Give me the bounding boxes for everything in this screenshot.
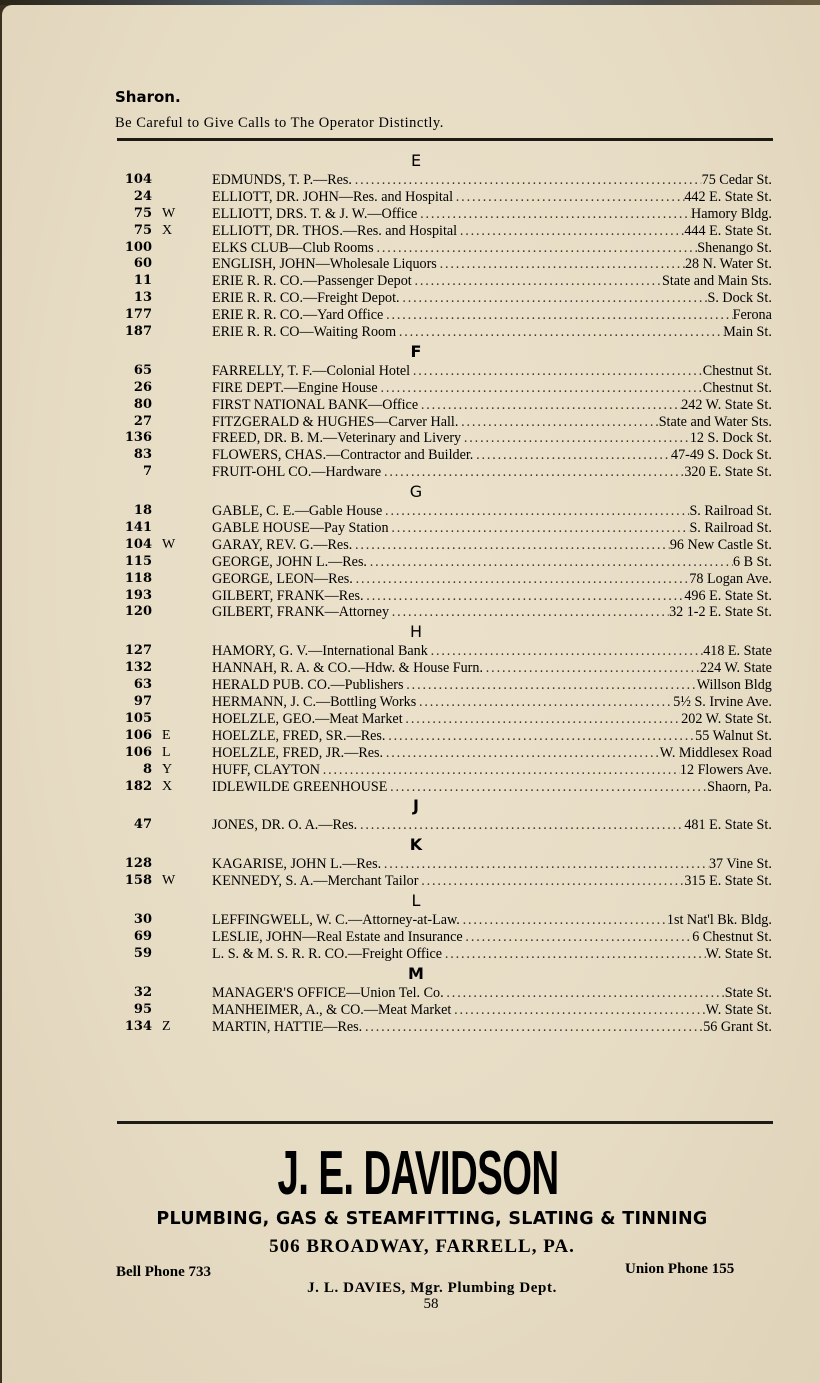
entry-text [212,189,772,206]
section-letter-f: F [410,341,422,361]
leader-dots [417,206,691,223]
subscriber-address: State St. [724,984,772,1001]
phone-number: 11 [133,273,152,289]
phone-number: 104 [124,536,152,552]
subscriber-address: 96 New Castle St. [669,536,772,553]
subscriber-address: W. Middlesex Road [659,744,772,761]
leader-dots [437,256,685,273]
subscriber-name: GILBERT, FRANK—Attorney [212,604,390,621]
directory-entry [0,307,820,324]
subscriber-name: ELLIOTT, DR. THOS.—Res. and Hospital [212,222,458,239]
leader-dots [352,537,670,554]
entry-text [212,206,772,223]
leader-dots [412,273,662,290]
subscriber-name: FLOWERS, CHAS.—Contractor and Builder. [212,447,474,464]
subscriber-address: 78 Logan Ave. [689,570,772,587]
subscriber-address: W. State St. [705,945,772,962]
subscriber-name: GEORGE, LEON—Res. [212,570,353,587]
entry-text [212,464,772,481]
leader-dots [483,660,700,677]
subscriber-name: ERIE R. R. CO.—Freight Depot. [212,290,400,307]
subscriber-address: 444 E. State St. [684,222,772,239]
leader-dots [458,414,658,431]
phone-number: 177 [124,307,152,323]
header-rule [117,138,773,141]
phone-number: 106 [124,744,152,760]
phone-number: 100 [124,239,152,255]
directory-entry [0,1019,820,1036]
subscriber-name: GABLE, C. E.—Gable House [212,503,383,520]
leader-dots [410,363,703,380]
party-line-suffix: L [162,744,171,760]
subscriber-address: 1st Nat'l Bk. Bldg. [666,912,772,929]
subscriber-address: S. Railroad St. [689,503,772,520]
directory-entry [0,554,820,571]
leader-dots [381,856,709,873]
leader-dots [400,290,708,307]
party-line-suffix: W [162,873,176,889]
section-letter-j: J [413,796,419,816]
subscriber-address: 6 B St. [733,553,772,570]
subscriber-address: S. Dock St. [707,290,772,307]
directory-entry [0,677,820,694]
directory-entry [0,929,820,946]
entry-text [212,643,772,660]
ad-services: PLUMBING, GAS & STEAMFITTING, SLATING & TINNING [156,1209,708,1229]
directory-entry [0,537,820,554]
subscriber-name: ELKS CLUB—Club Rooms [212,239,374,256]
directory-entry [0,520,820,537]
phone-number: 83 [133,447,152,463]
subscriber-name: HOELZLE, FRED, SR.—Res. [212,727,386,744]
directory-entry [0,762,820,779]
subscriber-name: GARAY, REV. G.—Res. [212,536,353,553]
directory-entry [0,464,820,481]
entry-text [212,856,772,873]
subscriber-name: HAMORY, G. V.—International Bank [212,643,428,660]
subscriber-name: GABLE HOUSE—Pay Station [212,520,389,537]
subscriber-name: ERIE R. R. CO—Waiting Room [212,324,397,341]
entry-text [212,447,772,464]
directory-entry [0,711,820,728]
directory-entry [0,946,820,963]
directory-entry [0,240,820,257]
directory-entry [0,873,820,890]
leader-dots [389,604,669,621]
subscriber-name: FARRELLY, T. F.—Colonial Hotel [212,362,411,379]
section-letter-g: G [409,482,423,502]
leader-dots [385,728,695,745]
entry-text [212,256,772,273]
section-letter-e: E [410,151,422,170]
leader-dots [362,1019,703,1036]
directory-entry [0,604,820,621]
subscriber-address: 37 Vine St. [708,856,772,873]
entry-text [212,817,772,834]
subscriber-address: Shenango St. [697,239,772,256]
subscriber-address: Chestnut St. [702,379,772,396]
leader-dots [320,762,680,779]
town-heading: Sharon. [115,88,181,106]
subscriber-address: Ferona [732,307,772,324]
leader-dots [428,643,703,660]
entry-text [212,290,772,307]
section-letter-k: K [409,835,423,855]
leader-dots [367,554,733,571]
phone-number: 115 [124,553,152,569]
phone-number: 105 [124,710,152,726]
leader-dots [382,503,689,520]
subscriber-name: HANNAH, R. A. & CO.—Hdw. & House Furn. [212,660,483,677]
subscriber-address: State and Water Sts. [658,413,772,430]
subscriber-address: Hamory Bldg. [691,205,772,222]
ad-manager: J. L. DAVIES, Mgr. Plumbing Dept. [307,1280,557,1296]
leader-dots [461,430,690,447]
entry-text [212,604,772,621]
ad-rule [117,1121,773,1124]
phone-number: 32 [133,984,152,1000]
entry-text [212,912,772,929]
entry-text [212,571,772,588]
directory-entry [0,430,820,447]
directory-entry [0,290,820,307]
entry-text [212,779,772,796]
leader-dots [381,464,684,481]
operator-notice: Be Careful to Give Calls to The Operator Distinctly. [115,115,444,131]
subscriber-address: 315 E. State St. [684,873,772,890]
leader-dots [403,677,696,694]
subscriber-address: 55 Walnut St. [695,727,772,744]
ad-bell-phone: Bell Phone 733 [116,1264,212,1280]
entry-text [212,363,772,380]
party-line-suffix: W [162,205,176,221]
entry-text [212,946,772,963]
leader-dots [444,985,725,1002]
party-line-suffix: X [162,778,173,794]
entry-text [212,929,772,946]
entry-text [212,414,772,431]
subscriber-name: GILBERT, FRANK—Res. [212,587,364,604]
leader-dots [387,779,707,796]
subscriber-address: 56 Grant St. [703,1018,772,1035]
subscriber-address: 442 E. State St. [684,188,772,205]
leader-dots [383,307,732,324]
phone-number: 120 [124,604,152,620]
phone-number: 69 [133,928,152,944]
phone-number: 63 [133,677,152,693]
section-letter-m: M [408,963,424,983]
party-line-suffix: Z [162,1018,171,1034]
leader-dots [352,172,702,189]
leader-dots [418,397,681,414]
subscriber-name: GEORGE, JOHN L.—Res. [212,553,367,570]
subscriber-address: Willson Bldg [696,677,772,694]
directory-entry [0,223,820,240]
subscriber-name: HOELZLE, FRED, JR.—Res. [212,744,384,761]
entry-text [212,728,772,745]
subscriber-name: ERIE R. R. CO.—Passenger Depot [212,273,412,290]
directory-entry [0,856,820,873]
subscriber-address: 496 E. State St. [684,587,772,604]
entry-text [212,223,772,240]
phone-number: 24 [133,188,152,204]
entry-text [212,711,772,728]
subscriber-name: FIRE DEPT.—Engine House [212,379,378,396]
entry-text [212,660,772,677]
phone-number: 27 [133,413,152,429]
phone-number: 75 [133,205,152,221]
subscriber-address: 320 E. State St. [684,464,772,481]
leader-dots [403,711,682,728]
entry-text [212,745,772,762]
phone-number: 8 [142,761,152,777]
subscriber-name: EDMUNDS, T. P.—Res. [212,172,352,188]
phone-number: 97 [133,694,152,710]
directory-entry [0,324,820,341]
directory-entry [0,728,820,745]
subscriber-address: 242 W. State St. [681,396,772,413]
entry-text [212,520,772,537]
directory-entry [0,397,820,414]
leader-dots [353,571,690,588]
party-line-suffix: E [162,727,171,743]
entry-text [212,324,772,341]
subscriber-name: ERIE R. R. CO.—Yard Office [212,307,384,324]
entry-text [212,1019,772,1036]
subscriber-name: IDLEWILDE GREENHOUSE [212,778,388,795]
subscriber-address: 202 W. State St. [681,710,772,727]
entry-text [212,588,772,605]
party-line-suffix: X [162,222,173,238]
phone-number: 104 [124,172,152,187]
directory-entry [0,588,820,605]
subscriber-name: MANAGER'S OFFICE—Union Tel. Co. [212,984,444,1001]
leader-dots [364,588,685,605]
subscriber-name: HERALD PUB. CO.—Publishers [212,677,404,694]
subscriber-name: ENGLISH, JOHN—Wholesale Liquors [212,256,437,273]
subscriber-address: 75 Cedar St. [701,172,772,188]
entry-text [212,307,772,324]
entry-text [212,240,772,257]
entry-text [212,1002,772,1019]
subscriber-address: 47-49 S. Dock St. [671,447,772,464]
subscriber-name: LESLIE, JOHN—Real Estate and Insurance [212,928,463,945]
phone-number: 127 [124,643,152,659]
leader-dots [457,223,684,240]
phone-number: 95 [133,1001,152,1017]
subscriber-name: LEFFINGWELL, W. C.—Attorney-at-Law. [212,912,460,929]
phone-number: 75 [133,222,152,238]
party-line-suffix: W [162,536,176,552]
party-line-suffix: Y [162,761,173,777]
subscriber-name: MARTIN, HATTIE—Res. [212,1018,363,1035]
directory-listing [0,150,820,1035]
phone-number: 193 [124,587,152,603]
directory-entry [0,643,820,660]
phone-number: 80 [133,396,152,412]
phone-number: 26 [133,379,152,395]
entry-text [212,762,772,779]
subscriber-address: 12 S. Dock St. [689,430,772,447]
directory-entry [0,985,820,1002]
ad-address: 506 BROADWAY, FARRELL, PA. [269,1236,575,1257]
subscriber-name: KAGARISE, JOHN L.—Res. [212,856,382,873]
phone-number: 65 [133,362,152,378]
directory-entry [0,503,820,520]
entry-text [212,503,772,520]
directory-entry [0,206,820,223]
leader-dots [451,1002,705,1019]
entry-text [212,273,772,290]
phone-number: 118 [124,570,152,586]
directory-entry [0,912,820,929]
leader-dots [442,946,706,963]
leader-dots [453,189,684,206]
subscriber-address: 418 E. State [703,643,772,660]
leader-dots [463,929,693,946]
subscriber-address: 32 1-2 E. State St. [669,604,772,621]
phone-number: 18 [133,503,152,519]
entry-text [212,380,772,397]
directory-entry [0,571,820,588]
subscriber-name: FITZGERALD & HUGHES—Carver Hall. [212,413,459,430]
subscriber-address: 5½ S. Irvine Ave. [673,694,772,711]
subscriber-address: 481 E. State St. [684,817,772,834]
subscriber-name: HOELZLE, GEO.—Meat Market [212,710,403,727]
phone-number: 30 [133,912,152,928]
phone-number: 7 [142,464,152,480]
phone-number: 134 [124,1018,152,1034]
subscriber-address: 224 W. State [700,660,772,677]
leader-dots [460,912,667,929]
entry-text [212,873,772,890]
phone-number: 187 [124,324,152,340]
directory-entry [0,256,820,273]
phone-number: 136 [124,430,152,446]
phone-number: 128 [124,856,152,872]
phone-number: 47 [133,817,152,833]
ad-business-name: J. E. DAVIDSON [277,1139,559,1208]
entry-text [212,172,772,189]
entry-text [212,554,772,571]
subscriber-name: HERMANN, J. C.—Bottling Works [212,694,417,711]
directory-entry [0,1002,820,1019]
directory-entry [0,273,820,290]
subscriber-name: HUFF, CLAYTON [212,761,320,778]
subscriber-address: 28 N. Water St. [684,256,772,273]
subscriber-address: 6 Chestnut St. [692,928,772,945]
phone-number: 59 [133,945,152,961]
leader-dots [383,745,660,762]
directory-entry [0,414,820,431]
section-letter-l: L [411,891,421,911]
subscriber-name: ELLIOTT, DR. JOHN—Res. and Hospital [212,188,454,205]
leader-dots [378,380,703,397]
directory-entry [0,694,820,711]
entry-text [212,694,772,711]
leader-dots [473,447,671,464]
phone-number: 60 [133,256,152,272]
leader-dots [357,817,684,834]
subscriber-name: L. S. & M. S. R. R. CO.—Freight Office [212,945,443,962]
directory-entry [0,447,820,464]
phone-number: 141 [124,520,152,536]
subscriber-address: Shaorn, Pa. [707,778,772,795]
directory-entry [0,380,820,397]
phone-number: 182 [124,778,152,794]
entry-text [212,430,772,447]
page-number: 58 [423,1296,439,1312]
entry-text [212,677,772,694]
phone-number: 13 [133,290,152,306]
subscriber-address: W. State St. [705,1001,772,1018]
directory-entry [0,363,820,380]
directory-entry [0,745,820,762]
leader-dots [374,240,698,257]
leader-dots [396,324,723,341]
subscriber-name: JONES, DR. O. A.—Res. [212,817,358,834]
entry-text [212,537,772,554]
phone-number: 132 [124,660,152,676]
phone-number: 106 [124,727,152,743]
entry-text [212,985,772,1002]
ad-union-phone: Union Phone 155 [625,1261,735,1277]
entry-text [212,397,772,414]
leader-dots [418,873,684,890]
phone-number: 158 [124,873,152,889]
subscriber-address: Main St. [723,324,772,341]
subscriber-name: FREED, DR. B. M.—Veterinary and Livery [212,430,462,447]
directory-entry [0,817,820,834]
subscriber-address: State and Main Sts. [662,273,772,290]
subscriber-address: Chestnut St. [702,362,772,379]
subscriber-address: S. Railroad St. [689,520,772,537]
leader-dots [389,520,690,537]
directory-entry [0,189,820,206]
directory-entry [0,172,820,189]
section-letter-h: H [409,622,423,642]
subscriber-name: MANHEIMER, A., & CO.—Meat Market [212,1001,452,1018]
subscriber-name: ELLIOTT, DRS. T. & J. W.—Office [212,205,418,222]
subscriber-name: FRUIT-OHL CO.—Hardware [212,464,382,481]
directory-entry [0,779,820,796]
directory-entry [0,660,820,677]
subscriber-name: KENNEDY, S. A.—Merchant Tailor [212,873,419,890]
subscriber-name: FIRST NATIONAL BANK—Office [212,396,419,413]
leader-dots [416,694,673,711]
subscriber-address: 12 Flowers Ave. [679,761,772,778]
